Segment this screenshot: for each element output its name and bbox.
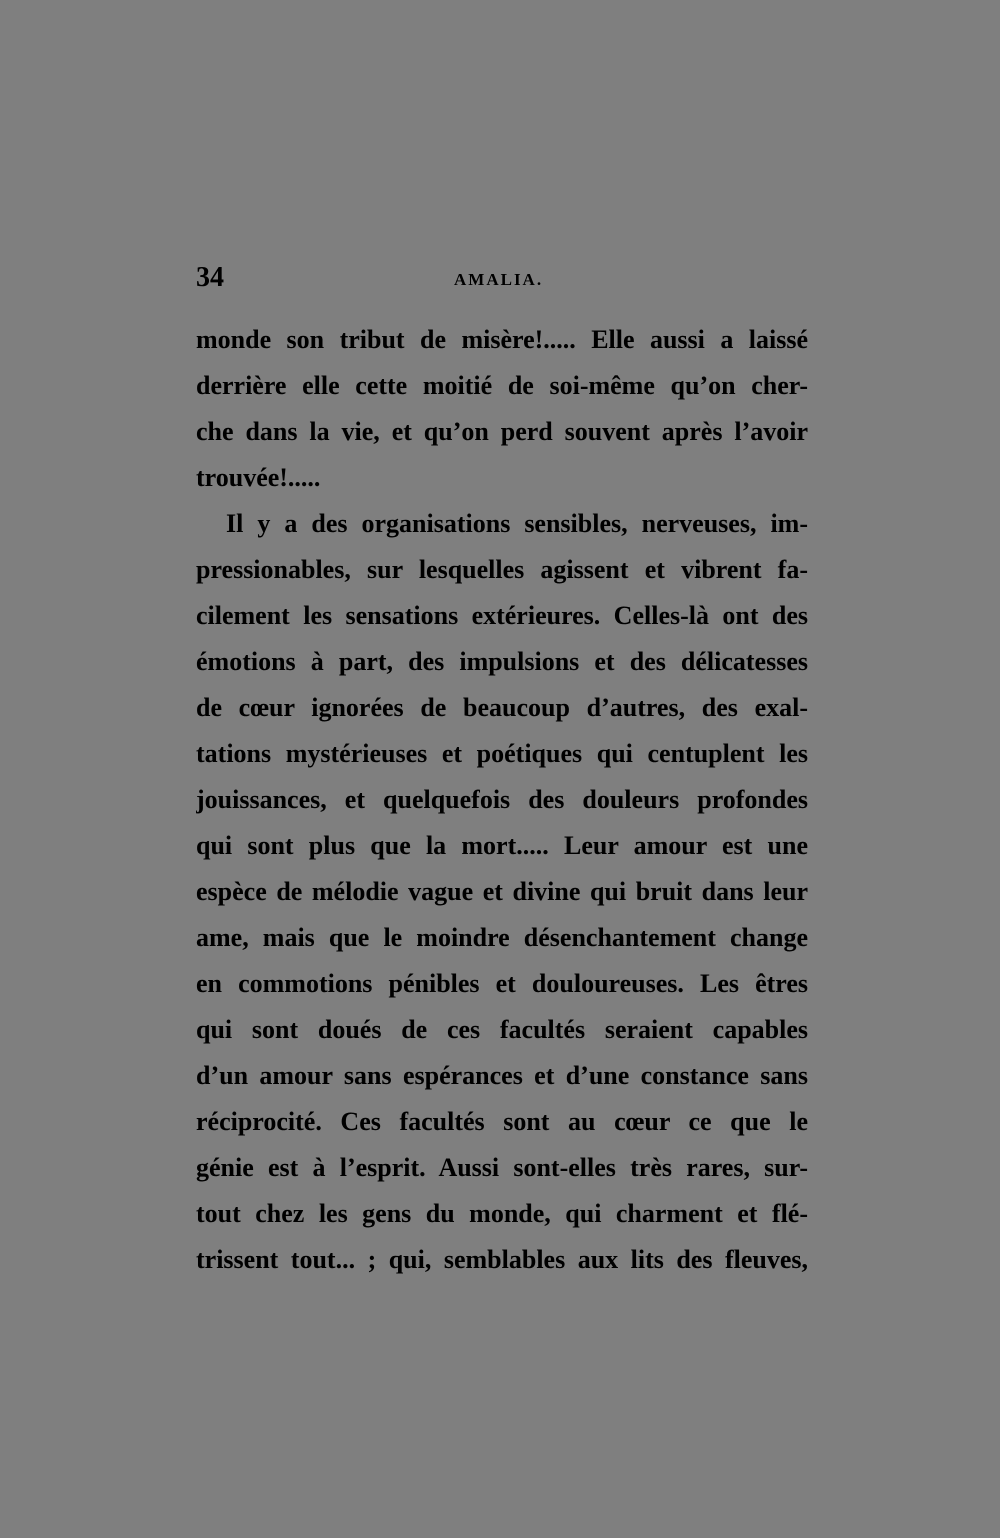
text-line: che dans la vie, et qu’on perd souvent après l’avoir — [196, 417, 808, 446]
paragraph-first-line: Il y a des organisations sensibles, nerveuses, im- — [226, 509, 808, 538]
running-head — [196, 262, 806, 302]
text-line: qui sont plus que la mort..... Leur amour est une — [196, 831, 808, 860]
text-line: monde son tribut de misère!..... Elle aussi a laissé — [196, 325, 808, 354]
text-line: derrière elle cette moitié de soi-même qu’on cher- — [196, 371, 808, 400]
text-line: pressionables, sur lesquelles agissent et vibrent fa- — [196, 555, 808, 584]
body-text — [196, 317, 808, 1283]
text-line: jouissances, et quelquefois des douleurs profondes — [196, 785, 808, 814]
text-line: d’un amour sans espérances et d’une constance sans — [196, 1061, 808, 1090]
text-line: tout chez les gens du monde, qui charment et flé- — [196, 1199, 808, 1228]
text-line: trissent tout... ; qui, semblables aux lits des fleuves, — [196, 1245, 808, 1274]
text-line: tations mystérieuses et poétiques qui centuplent les — [196, 739, 808, 768]
page-number: 34 — [196, 262, 224, 293]
text-line: cilement les sensations extérieures. Celles-là ont des — [196, 601, 808, 630]
text-line: réciprocité. Ces facultés sont au cœur ce que le — [196, 1107, 808, 1136]
text-line: espèce de mélodie vague et divine qui bruit dans leur — [196, 877, 808, 906]
text-line: émotions à part, des impulsions et des délicatesses — [196, 647, 808, 676]
running-title: AMALIA. — [454, 270, 544, 289]
text-line: en commotions pénibles et douloureuses. Les êtres — [196, 969, 808, 998]
text-line: génie est à l’esprit. Aussi sont-elles très rares, sur- — [196, 1153, 808, 1182]
text-line: de cœur ignorées de beaucoup d’autres, des exal- — [196, 693, 808, 722]
text-line: trouvée!..... — [196, 463, 321, 492]
text-line: ame, mais que le moindre désenchantement change — [196, 923, 808, 952]
text-line: qui sont doués de ces facultés seraient capables — [196, 1015, 808, 1044]
